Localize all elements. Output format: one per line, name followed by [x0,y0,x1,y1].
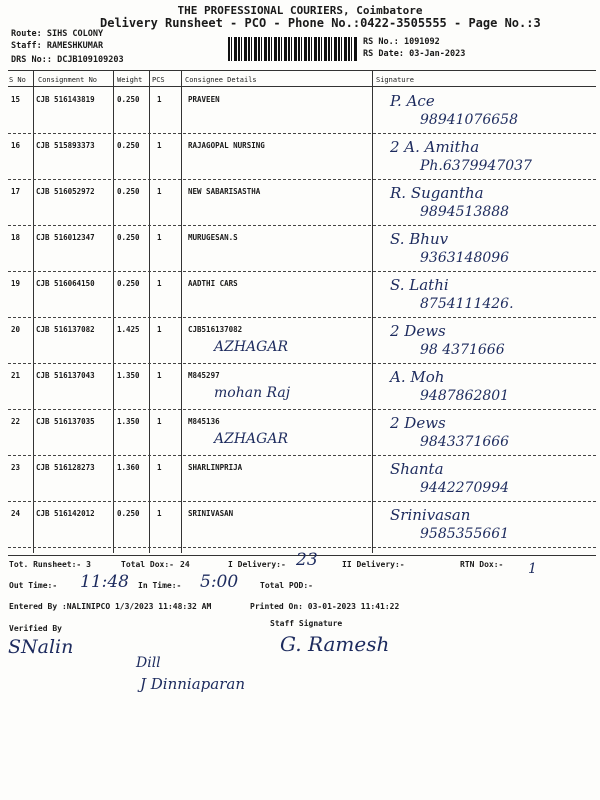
row-weight: 1.350 [117,371,140,380]
row-divider [8,317,596,318]
row-consignee: RAJAGOPAL NURSING [188,141,265,150]
extra-signature: Dill [136,655,161,671]
row-divider [8,455,596,456]
rtn-dox-value: 1 [528,561,537,577]
col-header-weight: Weight [117,76,143,84]
row-signature: P. Ace [390,92,435,110]
col-header-sno: S No [9,76,26,84]
total-dox-label: Total Dox:- [121,560,174,569]
row-consignee: NEW SABARISASTHA [188,187,261,196]
row-consignment-no: CJB 515893373 [36,141,95,150]
verified-signature: SNalin [8,636,74,658]
total-dox-value: 24 [180,560,190,569]
entered-by: Entered By :NALINIPCO 1/3/2023 11:48:32 AM [9,602,212,611]
row-sno: 23 [11,463,21,472]
row-consignment-no: CJB 516143819 [36,95,95,104]
col-header-pcs: PCS [152,76,165,84]
in-time-value: 5:00 [200,572,239,592]
row-divider [8,547,596,548]
row-consignment-no: CJB 516128273 [36,463,95,472]
row-consignee-note: AZHAGAR [214,431,288,447]
staff-value: RAMESHKUMAR [46,41,104,51]
row-phone: 9894513888 [420,204,510,220]
row-signature: S. Lathi [390,276,449,294]
rtn-dox-label: RTN Dox:- [460,560,504,569]
row-signature: Shanta [390,460,444,478]
row-consignee: SRINIVASAN [188,509,234,518]
row-divider [8,179,596,180]
row-pcs: 1 [157,141,162,150]
row-sno: 24 [11,509,21,518]
col-divider [372,70,373,553]
row-weight: 0.250 [117,233,140,242]
route-value: SIHS COLONY [46,29,104,39]
row-signature: 2 Dews [390,414,446,432]
out-time-label: Out Time:- [9,581,58,590]
tot-runsheet: Tot. Runsheet:- 3 [9,560,91,569]
document-title: THE PROFESSIONAL COURIERS, Coimbatore [177,4,423,17]
row-consignee: CJB516137082 [188,325,243,334]
rs-date-value: 03-Jan-2023 [409,49,466,59]
out-time-value: 11:48 [80,572,129,592]
col-header-consignee: Consignee Details [185,76,257,84]
row-sno: 15 [11,95,21,104]
row-pcs: 1 [157,325,162,334]
route-label: Route: [11,29,42,39]
row-divider [8,501,596,502]
drs-value: DCJB109109203 [57,55,124,65]
row-consignment-no: CJB 516137035 [36,417,95,426]
row-pcs: 1 [157,187,162,196]
row-divider [8,409,596,410]
row-sno: 19 [11,279,21,288]
row-signature: Srinivasan [390,506,471,524]
document-subtitle: Delivery Runsheet - PCO - Phone No.:0422-3505555 - Page No.:3 [100,16,541,30]
drs-line [11,55,124,65]
row-consignee: MURUGESAN.S [188,233,238,242]
row-consignee-note: AZHAGAR [214,339,288,355]
row-weight: 0.250 [117,279,140,288]
row-phone: 9487862801 [420,388,510,404]
row-pcs: 1 [157,233,162,242]
row-weight: 1.350 [117,417,140,426]
row-divider [8,271,596,272]
row-signature: 2 A. Amitha [390,138,480,156]
row-phone: Ph.6379947037 [420,158,532,174]
route-line [11,29,103,39]
row-pcs: 1 [157,279,162,288]
row-consignee: PRAVEEN [188,95,220,104]
row-weight: 0.250 [117,95,140,104]
row-pcs: 1 [157,417,162,426]
row-sno: 18 [11,233,21,242]
rs-no-value: 1091092 [403,37,440,47]
row-consignee: M845136 [188,417,220,426]
row-consignment-no: CJB 516137082 [36,325,95,334]
row-weight: 0.250 [117,187,140,196]
row-divider [8,363,596,364]
row-divider [8,225,596,226]
row-phone: 9585355661 [420,526,510,542]
row-weight: 0.250 [117,509,140,518]
table-header-border [8,86,596,87]
row-phone: 98 4371666 [420,342,505,358]
col-divider [149,70,150,553]
ii-delivery-label: II Delivery:- [342,560,405,569]
row-consignment-no: CJB 516137043 [36,371,95,380]
row-sno: 21 [11,371,21,380]
col-header-signature: Signature [376,76,414,84]
col-divider [113,70,114,553]
col-divider [33,70,34,553]
row-consignee-note: mohan Raj [214,385,291,401]
row-weight: 1.360 [117,463,140,472]
row-pcs: 1 [157,509,162,518]
row-consignment-no: CJB 516064150 [36,279,95,288]
row-pcs: 1 [157,463,162,472]
row-consignment-no: CJB 516052972 [36,187,95,196]
total-pod-label: Total POD:- [260,581,313,590]
row-signature: R. Sugantha [390,184,484,202]
verified-by-label: Verified By [9,624,62,633]
row-consignment-no: CJB 516012347 [36,233,95,242]
row-phone: 8754111426. [420,296,514,312]
row-consignee: SHARLINPRIJA [188,463,243,472]
row-consignment-no: CJB 516142012 [36,509,95,518]
printed-on: Printed On: 03-01-2023 11:41:22 [250,602,400,611]
row-sno: 20 [11,325,21,334]
row-phone: 9442270994 [420,480,510,496]
row-sno: 16 [11,141,21,150]
drs-label: DRS No:: [11,55,52,65]
staff-line [11,41,103,51]
row-divider [8,133,596,134]
row-weight: 0.250 [117,141,140,150]
row-consignee: M845297 [188,371,220,380]
rs-no-label: RS No.: [363,37,399,47]
row-sno: 22 [11,417,21,426]
staff-signature: G. Ramesh [280,632,390,656]
row-phone: 9843371666 [420,434,510,450]
row-signature: 2 Dews [390,322,446,340]
rs-date-line [363,49,465,59]
i-delivery-label: I Delivery:- [228,560,286,569]
staff-signature-label: Staff Signature [270,619,343,628]
staff-label: Staff: [11,41,42,51]
row-signature: S. Bhuv [390,230,449,248]
rs-date-label: RS Date: [363,49,404,59]
row-weight: 1.425 [117,325,140,334]
row-signature: A. Moh [390,368,445,386]
row-consignee: AADTHI CARS [188,279,238,288]
rs-no-line [363,37,440,47]
in-time-label: In Time:- [138,581,182,590]
row-sno: 17 [11,187,21,196]
barcode-image [228,37,358,61]
row-phone: 98941076658 [420,112,518,128]
row-pcs: 1 [157,371,162,380]
col-header-consignment: Consignment No [38,76,98,84]
table-top-border [8,70,596,71]
row-phone: 9363148096 [420,250,510,266]
col-divider [181,70,182,553]
row-pcs: 1 [157,95,162,104]
extra-signature-name: J Dinniaparan [140,675,245,693]
i-delivery-value: 23 [296,550,318,570]
